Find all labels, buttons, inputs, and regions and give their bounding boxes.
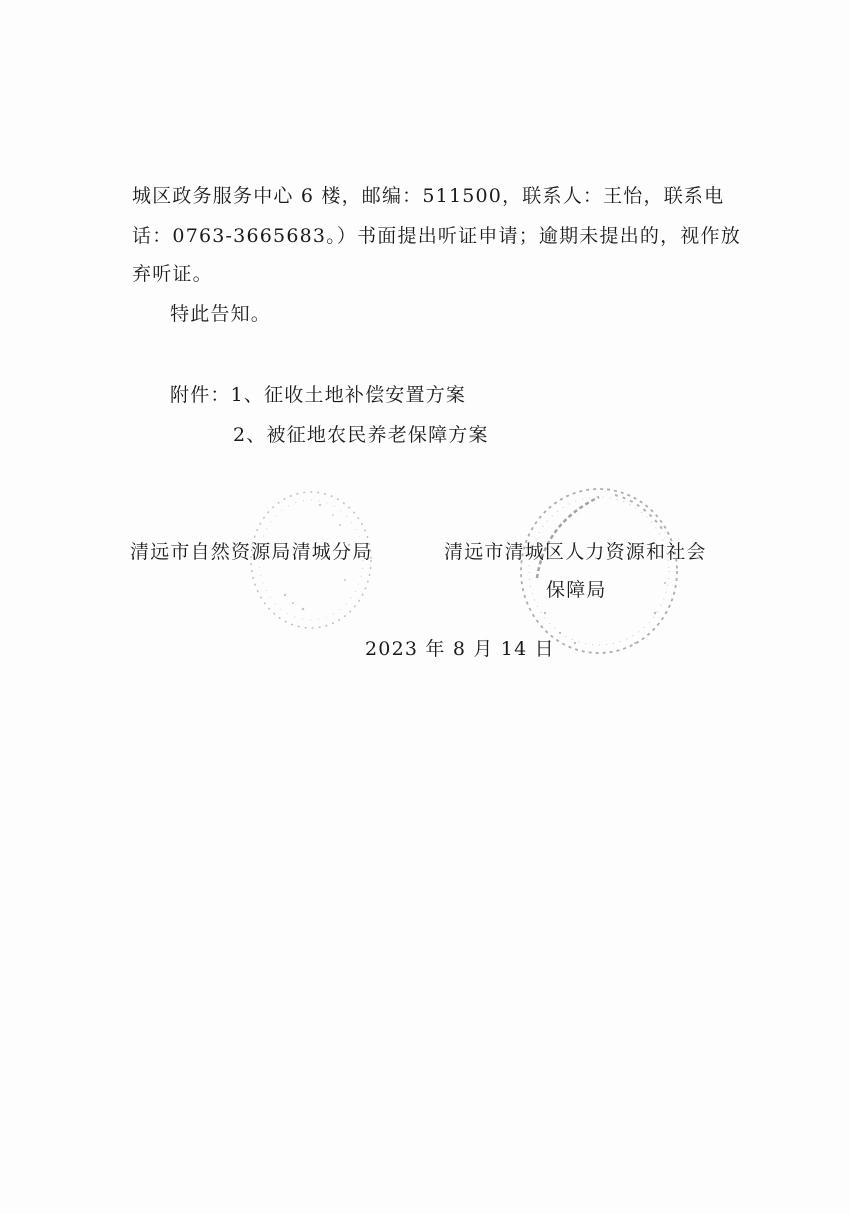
closing-line: 特此告知。 xyxy=(170,303,272,325)
signature-right-agency-line-2: 保障局 xyxy=(546,579,607,601)
attachment-item-2: 2、被征地农民养老保障方案 xyxy=(233,424,489,446)
body-line-1: 城区政务服务中心 6 楼，邮编：511500，联系人：王怡，联系电 xyxy=(132,185,725,207)
body-line-3: 弃听证。 xyxy=(132,263,213,285)
attachment-item-1: 附件：1、征收土地补偿安置方案 xyxy=(170,384,467,406)
document-date: 2023 年 8 月 14 日 xyxy=(365,638,555,660)
right-official-seal xyxy=(515,483,683,658)
signature-right-agency-line-1: 清远市清城区人力资源和社会 xyxy=(444,541,707,563)
body-line-2: 话：0763-3665683。）书面提出听证申请；逾期未提出的，视作放 xyxy=(132,225,741,247)
signature-left-agency: 清远市自然资源局清城分局 xyxy=(130,541,373,563)
